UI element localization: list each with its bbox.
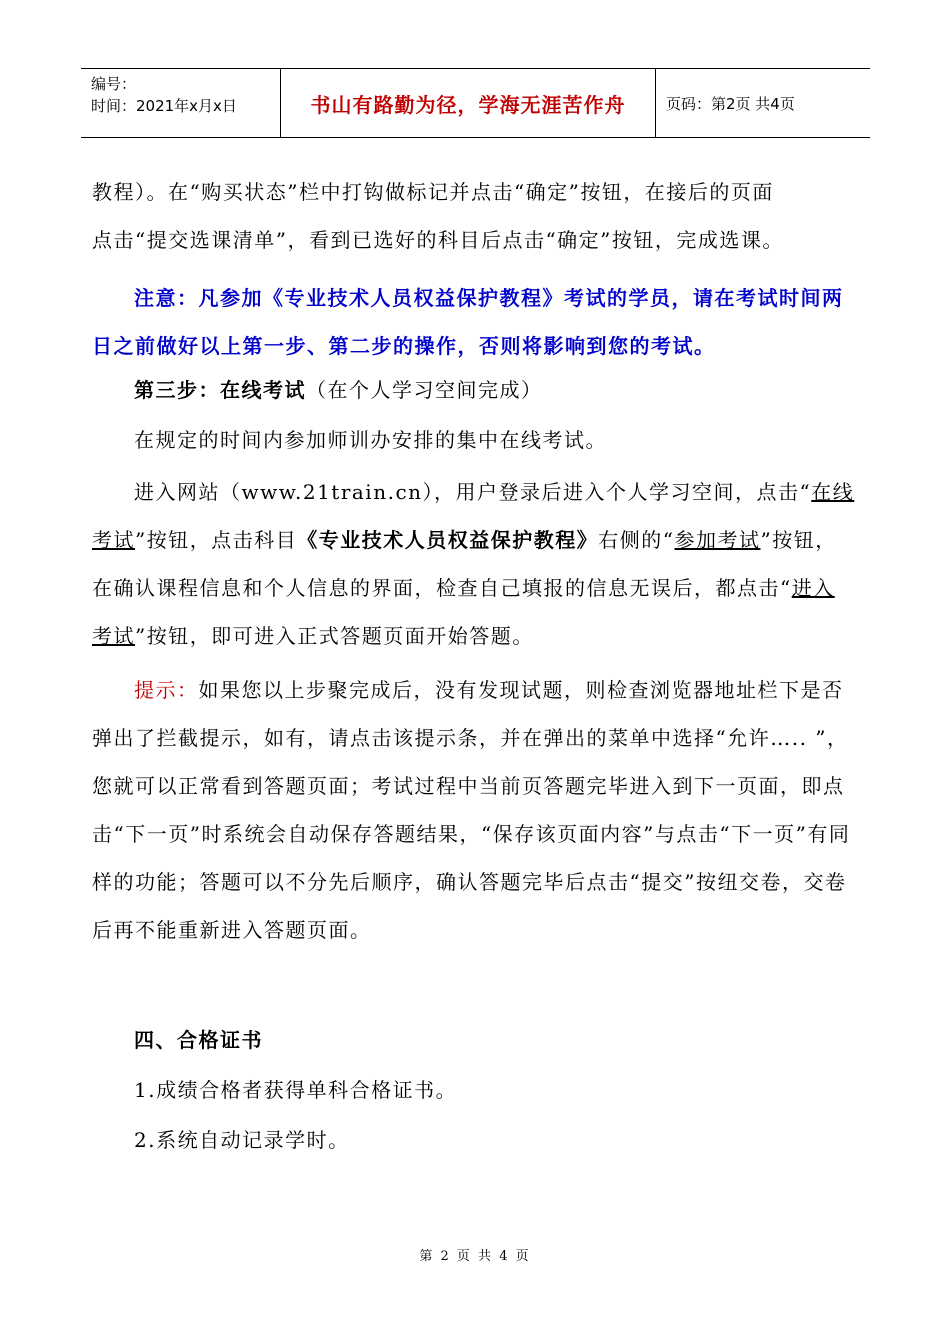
- step3-subtitle: （在个人学习空间完成）: [306, 378, 543, 402]
- section4-title-text: 四、合格证书: [134, 1028, 263, 1052]
- course-name: 《专业技术人员权益保护教程》: [297, 528, 599, 552]
- tip-label: 提示：: [134, 678, 199, 702]
- enter-text: 右侧的“: [598, 528, 675, 552]
- online-exam-link[interactable]: 在线考试: [92, 480, 855, 552]
- step3-title: 第三步：在线考试: [134, 378, 306, 402]
- notice-text: 注意：凡参加《专业技术人员权益保护教程》考试的学员，请在考试时间两日之前做好以上第一步、第二步的操作，否则将影响到您的考试。: [92, 286, 844, 358]
- start-exam-link[interactable]: 进入考试: [92, 576, 835, 648]
- enter-text: ”按钮，在确认课程信息和个人信息的界面，检查自己填报的信息无误后，都点击“: [92, 528, 837, 600]
- join-exam-link[interactable]: 参加考试: [674, 528, 761, 552]
- enter-text: 进入网站（www.21train.cn），用户登录后进入个人学习空间，点击“: [134, 480, 812, 504]
- enter-text: ”按钮，即可进入正式答题页面开始答题。: [135, 624, 534, 648]
- notice-paragraph: [92, 274, 856, 370]
- section4-item-2: [92, 1116, 856, 1164]
- section4-item-text: 2.系统自动记录学时。: [134, 1128, 350, 1152]
- section4-item-text: 1.成绩合格者获得单科合格证书。: [134, 1078, 458, 1102]
- header-meta: [81, 69, 281, 137]
- header-date: 时间：2021年x月x日: [91, 97, 237, 115]
- step3-heading: [92, 366, 856, 414]
- tip-text: 如果您以上步聚完成后，没有发现试题，则检查浏览器地址栏下是否弹出了拦截提示，如有，请点击该提示条，并在弹出的菜单中选择“允许….. ”，您就可以正常看到答题页面；考试过程中当前页答题完毕进入到下一页面，即点击“下一页”时系统会自动保存答题结果，“保存该页面内容”与点击“下一页”有同样的功能；答题可以不分先后顺序，确认答题完毕后点击“提交”按纽交卷，交卷后再不能重新进入答题页面。: [92, 678, 851, 942]
- enter-site-paragraph: [92, 468, 856, 660]
- paragraph-line: 点击“提交选课清单”，看到已选好的科目后点击“确定”按钮，完成选课。: [92, 228, 784, 252]
- header-motto: 书山有路勤为径，学海无涯苦作舟: [281, 69, 656, 137]
- header-number: 编号：: [91, 75, 137, 93]
- paragraph-select-course: [92, 168, 856, 264]
- page-header: [81, 68, 870, 138]
- page-footer: 第 2 页 共 4 页: [419, 1249, 531, 1264]
- step3-desc-text: 在规定的时间内参加师训办安排的集中在线考试。: [134, 428, 607, 452]
- section4-item-1: [92, 1066, 856, 1114]
- paragraph-line: 教程）。在“购买状态”栏中打钩做标记并点击“确定”按钮，在接后的页面: [92, 180, 774, 204]
- section4-title: [92, 1016, 856, 1064]
- enter-text: ”按钮，点击科目: [135, 528, 298, 552]
- step3-description: [92, 416, 856, 464]
- header-page-number: 页码：第2页 共4页: [666, 94, 795, 113]
- tip-paragraph: [92, 666, 856, 954]
